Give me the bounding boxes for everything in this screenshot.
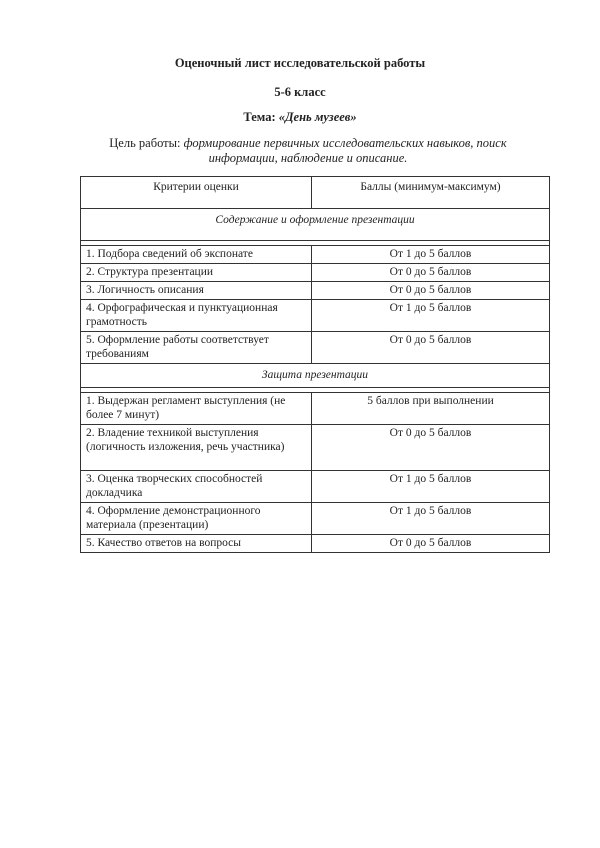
criterion-cell: 5. Оформление работы соответствует требованиям <box>81 332 312 364</box>
goal-line <box>88 136 528 166</box>
column-header-criteria: Критерии оценки <box>81 177 312 209</box>
goal-label: Цель работы: <box>109 136 181 150</box>
score-cell: От 1 до 5 баллов <box>312 300 550 332</box>
criterion-cell: 3. Оценка творческих способностей докладчика <box>81 471 312 503</box>
section-row <box>81 209 550 241</box>
table-row <box>81 471 550 503</box>
section-title-presentation: Содержание и оформление презентации <box>81 209 550 241</box>
section-title-defense: Защита презентации <box>81 364 550 388</box>
goal-text: формирование первичных исследовательских навыков, поиск информации, наблюдение и описание. <box>183 136 507 165</box>
score-cell: От 0 до 5 баллов <box>312 264 550 282</box>
score-cell: 5 баллов при выполнении <box>312 393 550 425</box>
table-row <box>81 300 550 332</box>
criterion-cell: 2. Структура презентации <box>81 264 312 282</box>
table-row <box>81 535 550 553</box>
table-row <box>81 332 550 364</box>
criterion-cell: 3. Логичность описания <box>81 282 312 300</box>
criterion-cell: 4. Орфографическая и пунктуационная грамотность <box>81 300 312 332</box>
topic-line <box>0 110 600 125</box>
score-cell: От 0 до 5 баллов <box>312 282 550 300</box>
score-cell: От 0 до 5 баллов <box>312 535 550 553</box>
table-row <box>81 246 550 264</box>
criterion-cell: 1. Подбора сведений об экспонате <box>81 246 312 264</box>
score-cell: От 1 до 5 баллов <box>312 471 550 503</box>
topic-label: Тема: <box>243 110 276 124</box>
score-cell: От 1 до 5 баллов <box>312 246 550 264</box>
score-cell: От 1 до 5 баллов <box>312 503 550 535</box>
topic-value: «День музеев» <box>278 110 357 124</box>
evaluation-table <box>80 176 550 553</box>
score-cell: От 0 до 5 баллов <box>312 425 550 471</box>
section-row <box>81 364 550 388</box>
table-row <box>81 393 550 425</box>
table-row <box>81 503 550 535</box>
column-header-points: Баллы (минимум-максимум) <box>312 177 550 209</box>
table-row <box>81 264 550 282</box>
table-header-row <box>81 177 550 209</box>
criterion-cell: 4. Оформление демонстрационного материала (презентации) <box>81 503 312 535</box>
criterion-cell: 2. Владение техникой выступления (логичность изложения, речь участника) <box>81 425 312 471</box>
table-row <box>81 425 550 471</box>
score-cell: От 0 до 5 баллов <box>312 332 550 364</box>
document-title: Оценочный лист исследовательской работы <box>174 56 426 70</box>
criterion-cell: 5. Качество ответов на вопросы <box>81 535 312 553</box>
grade-label: 5-6 класс <box>274 85 326 99</box>
criterion-cell: 1. Выдержан регламент выступления (не более 7 минут) <box>81 393 312 425</box>
table-row <box>81 282 550 300</box>
